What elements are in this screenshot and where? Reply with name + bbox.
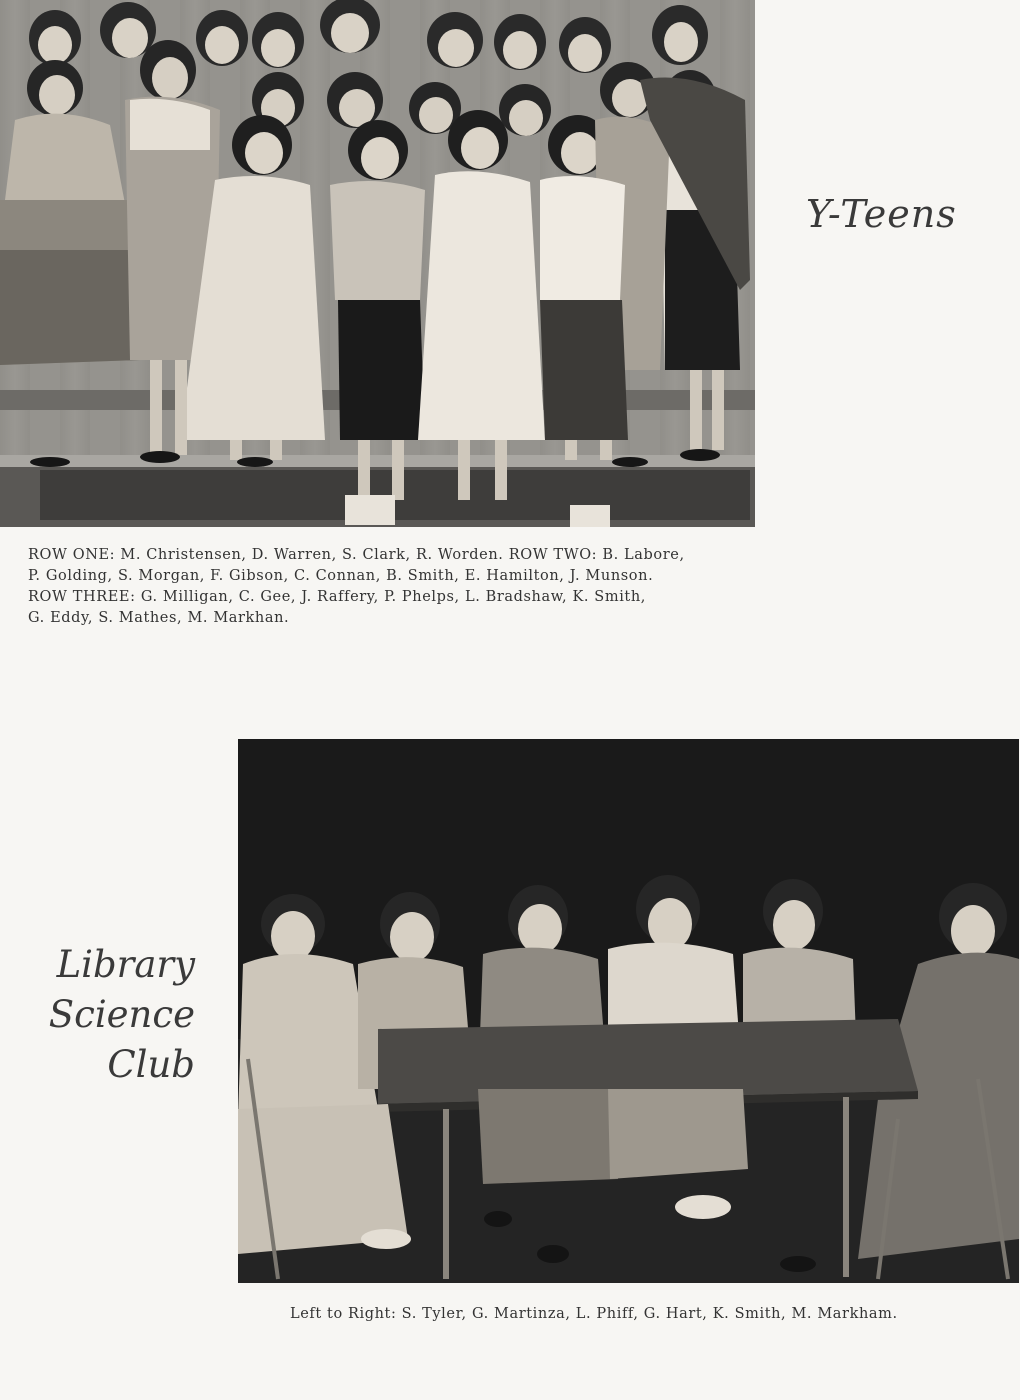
library-club-caption: Left to Right: S. Tyler, G. Martinza, L. Phiff, G. Hart, K. Smith, M. Markham. [290, 1306, 898, 1322]
yteens-photo-illustration [0, 0, 755, 527]
library-club-photo [238, 739, 1019, 1283]
library-title-line-1: Library [56, 943, 195, 986]
yteens-caption-line-1: ROW ONE: M. Christensen, D. Warren, S. Clark, R. Worden. ROW TWO: B. Labore, [28, 547, 685, 563]
library-photo-illustration [238, 739, 1019, 1283]
library-title-line-2: Science [48, 993, 195, 1036]
yteens-caption-line-4: G. Eddy, S. Mathes, M. Markhan. [28, 610, 290, 626]
yteens-group-photo [0, 0, 755, 527]
yteens-caption-line-2: P. Golding, S. Morgan, F. Gibson, C. Connan, B. Smith, E. Hamilton, J. Munson. [28, 568, 654, 584]
library-club-title [20, 940, 195, 1090]
library-title-line-3: Club [107, 1043, 195, 1086]
yteens-title: Y-Teens [806, 192, 957, 236]
yteens-caption-line-3: ROW THREE: G. Milligan, C. Gee, J. Raffery, P. Phelps, L. Bradshaw, K. Smith, [28, 589, 647, 605]
yteens-caption [28, 545, 748, 629]
